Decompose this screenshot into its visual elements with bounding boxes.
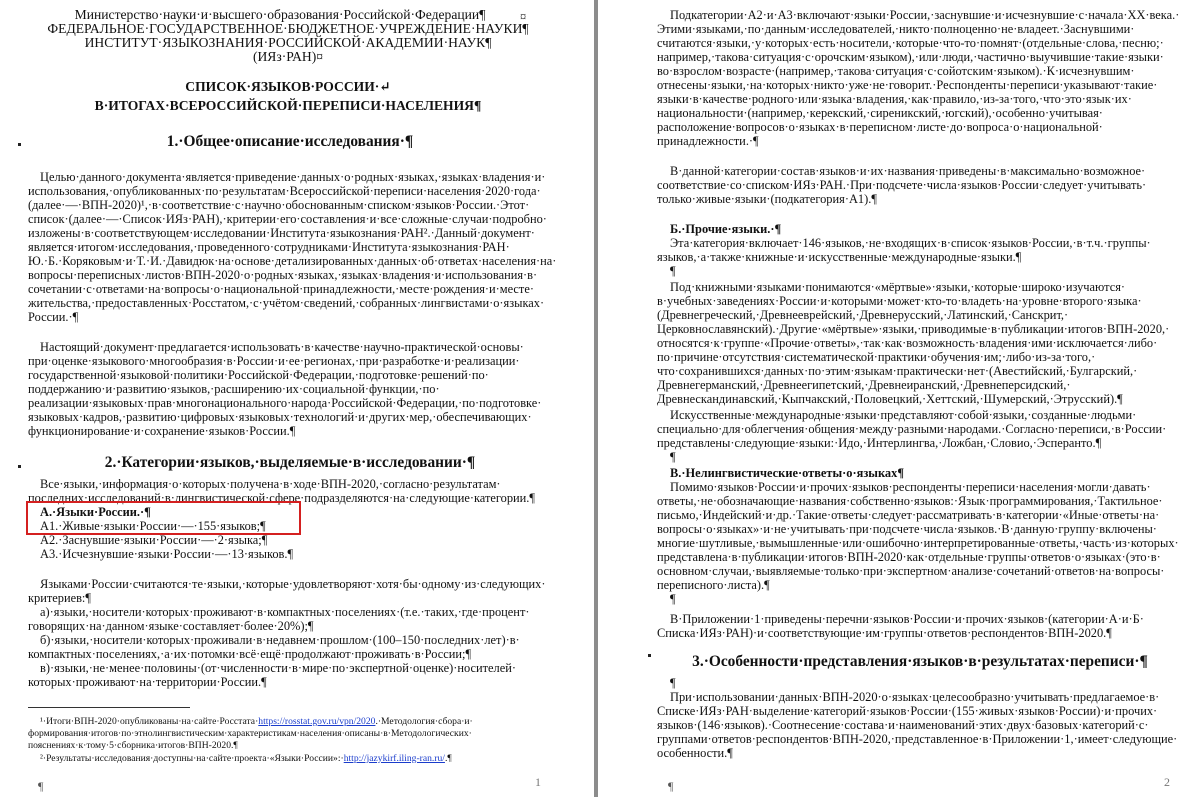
section-2-heading: 2.·Категории·языков,·выделяемые·в·исследовании·¶ (104, 454, 476, 471)
text-line: во·взрослом·возрасте·(например,·такова·ситуация·с·сойотским·языком).·К·исчезнувшим· (657, 64, 1135, 78)
text-line: что·сохранившихся·данных·по·этим·языкам·практически·нет·(Авестийский,·Булгарский,· (657, 364, 1138, 378)
document-page-2[interactable] (598, 0, 1200, 797)
text-line: Настоящий·документ·предлагается·использовать·в·качестве·научно-практической·основы· (40, 340, 524, 354)
footnote-line: формирования·итогов·по·этнолингвистическим·характеристикам·населения·описаны·в·Методологических· (28, 728, 472, 739)
category-a-label: А.·Языки·России.·¶ (40, 505, 151, 519)
footnote-2 (40, 753, 452, 764)
text-line: многие·шутливые,·вымышленные·или·ошибочно·интерпретированные·ответы,·часть·из·которых· (657, 536, 1179, 550)
footnote-separator (28, 707, 190, 708)
text-line: особенности.¶ (657, 746, 733, 760)
category-a1-item: А1.·Живые·языки·России·—·155·языков;¶ (40, 519, 266, 533)
footnote-line: пояснениях·к·тому·5·сборника·итогов·ВПН-2020.¶ (28, 740, 238, 751)
criterion-a-line: говорящих·на·данном·языке·составляет·более·20%);¶ (28, 619, 314, 633)
document-title-line-2: В·ИТОГАХ·ВСЕРОССИЙСКОЙ·ПЕРЕПИСИ·НАСЕЛЕНИЯ¶ (94, 98, 482, 113)
criterion-a-line: а)·языки,·носители·которых·проживают·в·компактных·поселениях·(т.е.·таких,·где·процент· (40, 605, 530, 619)
text-line: государственной·языковой·политики·Российской·Федерации,·подготовке·решений·по· (28, 368, 489, 382)
institute-line: ИНСТИТУТ·ЯЗЫКОЗНАНИЯ·РОССИЙСКОЙ·АКАДЕМИИ·НАУК¶ (84, 35, 492, 50)
text-line: критериев:¶ (28, 591, 91, 605)
text-line: Под·книжными·языками·понимаются·«мёртвые»·языки,·которые·широко·изучаются· (670, 280, 1126, 294)
page-number: 2 (1164, 775, 1170, 789)
text-line: (далее·—·ВПН-2020)¹,·в·соответствие·с·научно·обоснованным·списком·языков·России.·Этот· (28, 198, 530, 212)
category-b-text: Эта·категория·включает·146·языков,·не·входящих·в·список·языков·России,·в·т.ч.·группы· (670, 236, 1151, 250)
text-line: Подкатегории·А2·и·А3·включают·языки·России,·заснувшие·и·исчезнувшие·с·начала·XX·века.· (670, 8, 1180, 22)
paragraph-mark: ¶ (668, 779, 674, 793)
empty-paragraph: ¶ (670, 676, 676, 690)
text-line: Помимо·языков·России·и·прочих·языков·респонденты·переписи·населения·могли·давать· (670, 480, 1151, 494)
category-b-text: языков,·а·также·книжные·и·искусственные·международные·языки.¶ (657, 250, 1022, 264)
empty-paragraph: ¶ (670, 592, 676, 606)
text-line: Ю.·Б.·Коряковым·и·Т.·И.·Давидюк·на·основе·детализированных·данных·об·ответах·населения·на· (28, 254, 557, 268)
text-line: Этими·языками,·по·данным·исследователей,·никто·полноценно·не·владеет.·Заснувшими· (657, 22, 1135, 36)
text-line: России.·¶ (28, 310, 79, 324)
text-line: жительства,·предоставленных·Росстатом,·с·учётом·сведений,·собранных·лингвистами·о·языках· (28, 296, 545, 310)
category-v-label: В.·Нелингвистические·ответы·о·языках¶ (670, 466, 905, 480)
footnote-1-tail: .·Методология·сбора·и· (375, 716, 473, 727)
text-line: Церковнославянский).·Другие·«мёртвые»·языки,·приводимые·в·публикации·итогов·ВПН-2020,· (657, 322, 1170, 336)
text-line: сочетании·с·ответами·на·вопросы·о·национальной·принадлежности,·месте·рождения·и·месте· (28, 282, 534, 296)
text-line: В·Приложении·1·приведены·перечни·языков·России·и·прочих·языков·(категории·А·и·Б· (670, 612, 1144, 626)
ministry-line: Министерство·науки·и·высшего·образования·Российской·Федерации¶ (74, 7, 486, 22)
text-line: ответы,·не·обозначающие·названия·собственно·языков:·Язык·программирования,·Тактильное· (657, 494, 1163, 508)
text-line: Списка·ИЯз·РАН)·и·соответствующие·им·группы·ответов·респондентов·ВПН-2020.¶ (657, 626, 1112, 640)
text-line: специально·для·облегчения·общения·между·разными·народами.·Согласно·переписи,·в·России· (657, 422, 1167, 436)
criterion-b-line: компактных·поселениях,·а·их·потомки·всё·ещё·продолжают·проживать·в·России;¶ (28, 647, 472, 661)
text-line: вопросы·переписных·листов·ВПН-2020·о·родных·языках,·языках·владения·и·использования·в· (28, 268, 538, 282)
text-line: языки·в·качестве·родного·или·языка·владения,·как·правило,·из-за·того,·что·это·язык·их· (657, 92, 1132, 106)
abbreviation-line: (ИЯз·РАН)¤ (252, 49, 324, 64)
text-line: в·учебных·заведениях·России·и·которыми·может·кто-то·владеть·на·уровне·второго·языка· (657, 294, 1142, 308)
text-line: относятся·к·группе·«Прочие·ответы»,·так·как·возможность·владения·ими·исключается·либо· (657, 336, 1158, 350)
footnote-2-tail: .¶ (444, 753, 452, 764)
footnote-1-text: ¹·Итоги·ВПН-2020·опубликованы·на·сайте·Росстата· (40, 716, 259, 727)
rosstat-link[interactable]: https://rosstat.gov.ru/vpn/2020 (258, 716, 376, 727)
section-3-heading: 3.·Особенности·представления·языков·в·результатах·переписи·¶ (692, 653, 1148, 670)
text-line: считаются·языки,·у·которых·есть·носители,·которые·что-то·помнят·(отдельные·слова,·песню;· (657, 36, 1164, 50)
heading-bullet (18, 465, 21, 468)
text-line: Языками·России·считаются·те·языки,·которые·удовлетворяют·хотя·бы·одному·из·следующих· (40, 577, 546, 591)
text-line: При·использовании·данных·ВПН-2020·о·языках·целесообразно·учитывать·предлагаемое·в· (670, 690, 1160, 704)
jazykirf-link[interactable]: http://jazykirf.iling-ran.ru/ (343, 753, 445, 764)
text-line: группами·ответов·респондентов·ВПН-2020,·представленное·в·Приложении·1,·имеет·следующие· (657, 732, 1178, 746)
text-line: принадлежности.·¶ (657, 134, 759, 148)
highlight-box (26, 501, 301, 535)
empty-paragraph: ¶ (670, 450, 676, 464)
category-b-label: Б.·Прочие·языки.·¶ (670, 222, 782, 236)
document-title-line-1: СПИСОК·ЯЗЫКОВ·РОССИИ·↵ (185, 79, 391, 94)
footnote-line (40, 716, 473, 727)
text-line: список·(далее·—·Список·ИЯз·РАН),·критерии·его·составления·и·все·сложные·случаи·подробно· (28, 212, 547, 226)
text-line: Древнескандинавский,·Кыпчакский,·Половецкий,·Хеттский,·Шумерский,·Этрусский).¶ (657, 392, 1123, 406)
text-line: письмо,·Индейский·и·др.·Такие·ответы·следует·рассматривать·в·категории·«Иные·ответы·на· (657, 508, 1160, 522)
category-a3-item: А3.·Исчезнувшие·языки·России·—·13·языков.¶ (40, 547, 294, 561)
text-line: функционирование·и·сохранение·языков·России.¶ (28, 424, 296, 438)
text-line: реализации·языковых·прав·многонационального·народа·Российской·Федерации,·по·подготовке· (28, 396, 542, 410)
institution-line: ФЕДЕРАЛЬНОЕ·ГОСУДАРСТВЕННОЕ·БЮДЖЕТНОЕ·УЧРЕЖДЕНИЕ·НАУКИ¶ (47, 21, 529, 36)
text-line: является·итогом·исследования,·проведенного·сотрудниками·Института·языкознания·РАН· (28, 240, 510, 254)
text-line: соответствие·со·списком·ИЯз·РАН.·При·подсчете·числа·языков·России·следует·учитывать· (657, 178, 1147, 192)
cell-end-mark: ¤ (520, 10, 527, 24)
section-1-heading: 1.·Общее·описание·исследования·¶ (166, 133, 414, 150)
text-line: переписного·листа).¶ (657, 578, 770, 592)
text-line: Древнегерманский,·Древнеегипетский,·Древнеиранский,·Древнеперсидский,· (657, 378, 1071, 392)
empty-paragraph: ¶ (670, 264, 676, 278)
section-2-intro-line: последних·исследований·в·лингвистической·сфере·подразделяются·на·следующие·категории.¶ (28, 491, 536, 505)
text-line: только·живые·языки·(подкатегория·А1).¶ (657, 192, 877, 206)
text-line: Списке·ИЯз·РАН·выделение·категорий·языков·России·(155·живых·языков·России)·и·прочих· (657, 704, 1158, 718)
footnote-2-text: ²·Результаты·исследования·доступны·на·сайте·проекта·«Языки·России»:· (40, 753, 344, 764)
text-line: В·данной·категории·состав·языков·и·их·названия·приведены·в·максимально·возможное· (670, 164, 1146, 178)
criterion-c-line: в)·языки,·не·менее·половины·(от·численности·в·мире·по·экспертной·оценке)·носителей· (40, 661, 516, 675)
category-a2-item: А2.·Заснувшие·языки·России·—·2·языка;¶ (40, 533, 268, 547)
criterion-b-line: б)·языки,·носители·которых·проживали·в·недавнем·прошлом·(100–150·последних·лет)·в· (40, 633, 520, 647)
text-line: языков·(146·языков).·Соотнесение·состава·и·наименований·этих·двух·базовых·категорий·с· (657, 718, 1149, 732)
text-line: при·оценке·языкового·многообразия·в·России·и·ее·регионах,·при·разработке·и·реализации· (28, 354, 520, 368)
section-2-intro-line: Все·языки,·информация·о·которых·получена·в·ходе·ВПН-2020,·согласно·результатам· (40, 477, 501, 491)
text-line: языковых·кадров,·развитию·цифровых·языковых·технологий·и·других·мер,·обеспечивающих· (28, 410, 532, 424)
text-line: изложены·в·соответствующем·исследовании·Института·языкознания·РАН².·Данный·документ· (28, 226, 535, 240)
text-line: (Древнегреческий,·Древнееврейский,·Древнерусский,·Латинский,·Санскрит,· (657, 308, 1069, 322)
document-page-1[interactable] (0, 0, 594, 797)
text-line: поддержанию·и·развитию·языков,·расширению·их·социальной·функции,·по· (28, 382, 440, 396)
text-line: расположение·вопросов·о·языках·в·переписном·листе·до·вопроса·о·национальной· (657, 120, 1103, 134)
paragraph-mark: ¶ (38, 779, 44, 793)
text-line: использования,·опубликованных·по·результатам·Всероссийской·переписи·населения·2020·года· (28, 184, 541, 198)
text-line: Искусственные·международные·языки·представляют·собой·языки,·созданные·людьми· (670, 408, 1137, 422)
text-line: основном·случаи,·выявляемые·только·при·экспертном·анализе·сочетаний·ответов·на·вопросы· (657, 564, 1165, 578)
text-line: представлена·в·публикации·итогов·ВПН-2020·как·отдельные·группы·ответов·о·языках·(это·в· (657, 550, 1161, 564)
text-line: представлены·следующие·языки:·Идо,·Интерлингва,·Ложбан,·Словио,·Эсперанто.¶ (657, 436, 1102, 450)
page-number: 1 (535, 775, 541, 789)
heading-bullet (18, 143, 21, 146)
heading-bullet (648, 654, 651, 657)
text-line: например,·такова·ситуация·с·орочским·языком),·или·люди,·частично·выучившие·такие·языки· (657, 50, 1164, 64)
text-line: вопросы·о·языках»·и·не·учитывать·при·подсчете·числа·языков.·В·данную·группу·включены· (657, 522, 1157, 536)
text-line: национальности·(например,·керекский,·сиреникский,·югский),·особенно·учитывая· (657, 106, 1103, 120)
text-line: Целью·данного·документа·является·приведение·данных·о·родных·языках,·языках·владения·и· (40, 170, 546, 184)
criterion-c-line: которых·проживают·на·территории·России.¶ (28, 675, 267, 689)
text-line: отнесены·языки,·на·которых·никто·уже·не·говорит.·Респонденты·переписи·указывают·такие· (657, 78, 1158, 92)
text-line: по·причине·отсутствия·систематической·практики·обучения·им;·либо·из-за·того,· (657, 350, 1096, 364)
